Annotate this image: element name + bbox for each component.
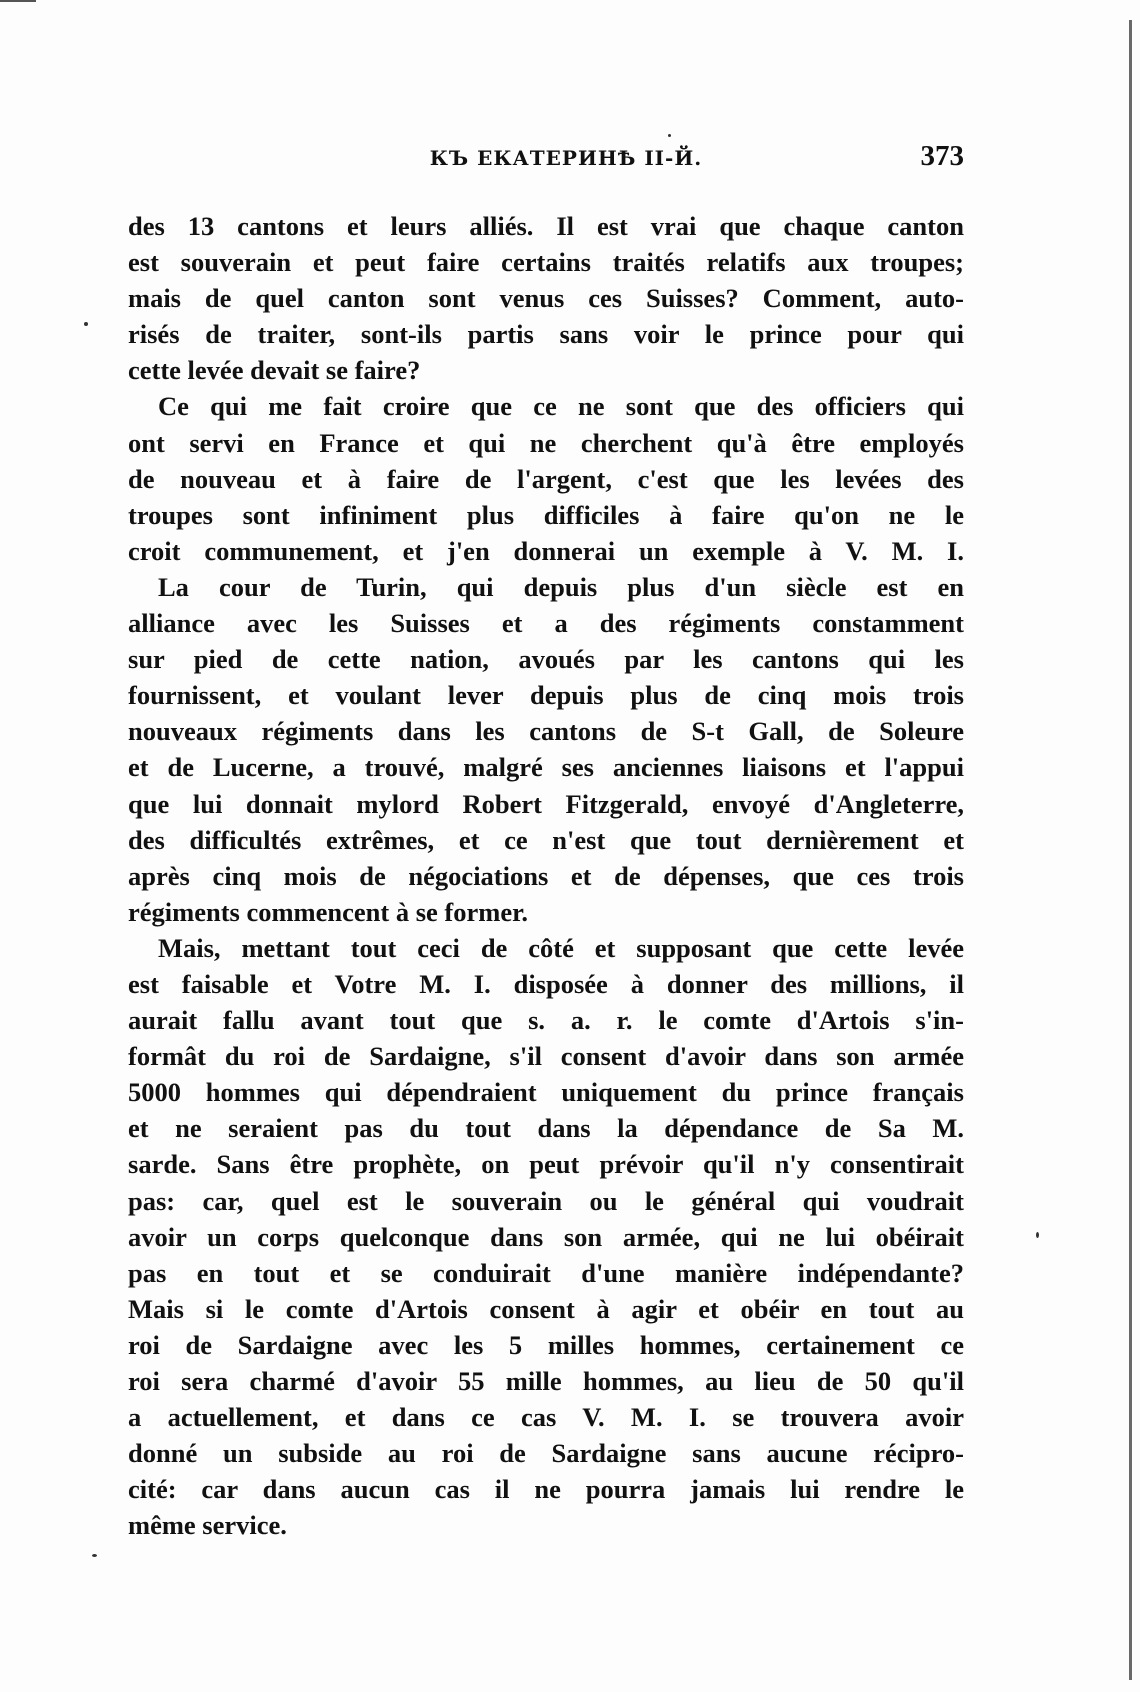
text-line: est souverain et peut faire certains traités relatifs aux troupes; (128, 247, 964, 278)
text-line: alliance avec les Suisses et a des régiments constamment (128, 608, 964, 639)
text-line: régiments commencent à se former. (128, 896, 529, 927)
text-line: fournissent, et voulant lever depuis plus de cinq mois trois (128, 680, 964, 711)
text-line: pas en tout et se conduirait d'une manière indépendante? (128, 1257, 964, 1288)
text-line: sur pied de cette nation, avoués par les cantons qui les (128, 644, 964, 675)
page-header (128, 140, 964, 180)
page-edge-shadow (1129, 20, 1132, 1680)
text-line: avoir un corps quelconque dans son armée, qui ne lui obéirait (128, 1221, 964, 1252)
running-head: КЪ ЕКАТЕРИНѢ II-Й. (429, 146, 703, 170)
text-line: ont servi en France et qui ne cherchent qu'à être employés (128, 427, 964, 458)
text-line: formât du roi de Sardaigne, s'il consent d'avoir dans son armée (128, 1041, 964, 1072)
margin-speck (668, 134, 671, 137)
text-line: nouveaux régiments dans les cantons de S-t Gall, de Soleure (128, 716, 964, 747)
text-line: risés de traiter, sont-ils partis sans voir le prince pour qui (128, 319, 964, 350)
text-line: Mais, mettant tout ceci de côté et supposant que cette levée (158, 932, 964, 963)
text-line: même service. (128, 1510, 287, 1541)
text-line: est faisable et Votre M. I. disposée à donner des millions, il (128, 968, 964, 999)
text-line: croit communement, et j'en donnerai un exemple à V. M. I. (128, 535, 964, 566)
page-number: 373 (920, 140, 964, 172)
margin-speck (84, 322, 88, 326)
text-line: aurait fallu avant tout que s. a. r. le comte d'Artois s'in- (128, 1005, 964, 1036)
text-line: cité: car dans aucun cas il ne pourra jamais lui rendre le (128, 1474, 964, 1505)
text-line: troupes sont infiniment plus difficiles à faire qu'on ne le (128, 499, 964, 530)
text-line: roi sera charmé d'avoir 55 mille hommes, au lieu de 50 qu'il (128, 1366, 964, 1396)
body-text (128, 208, 964, 1543)
scan-edge-mark (0, 0, 36, 2)
text-line: 5000 hommes qui dépendraient uniquement du prince français (128, 1077, 964, 1108)
text-line: et de Lucerne, a trouvé, malgré ses anciennes liaisons et l'appui (128, 752, 964, 783)
text-line: a actuellement, et dans ce cas V. M. I. se trouvera avoir (128, 1402, 964, 1433)
text-line: Ce qui me fait croire que ce ne sont que des officiers qui (158, 391, 964, 422)
text-line: roi de Sardaigne avec les 5 milles hommes, certainement ce (128, 1329, 964, 1360)
text-line: sarde. Sans être prophète, on peut prévoir qu'il n'y consentirait (128, 1149, 964, 1180)
text-line: des 13 cantons et leurs alliés. Il est vrai que chaque canton (128, 211, 964, 241)
text-line: après cinq mois de négociations et de dépenses, que ces trois (128, 860, 964, 891)
text-line: Mais si le comte d'Artois consent à agir et obéir en tout au (128, 1293, 964, 1324)
text-line: donné un subside au roi de Sardaigne sans aucune récipro- (128, 1438, 964, 1469)
text-line: cette levée devait se faire? (128, 355, 421, 386)
margin-speck (1036, 1232, 1039, 1238)
text-line: La cour de Turin, qui depuis plus d'un siècle est en (158, 571, 964, 602)
text-line: des difficultés extrêmes, et ce n'est que tout dernièrement et (128, 824, 964, 855)
text-line: de nouveau et à faire de l'argent, c'est que les levées des (128, 463, 964, 494)
text-line: que lui donnait mylord Robert Fitzgerald, envoyé d'Angleterre, (128, 788, 964, 819)
margin-speck (92, 1554, 97, 1557)
text-line: et ne seraient pas du tout dans la dépendance de Sa M. (128, 1113, 964, 1144)
text-line: pas: car, quel est le souverain ou le général qui voudrait (128, 1185, 964, 1216)
text-line: mais de quel canton sont venus ces Suisses? Comment, auto- (128, 283, 964, 314)
